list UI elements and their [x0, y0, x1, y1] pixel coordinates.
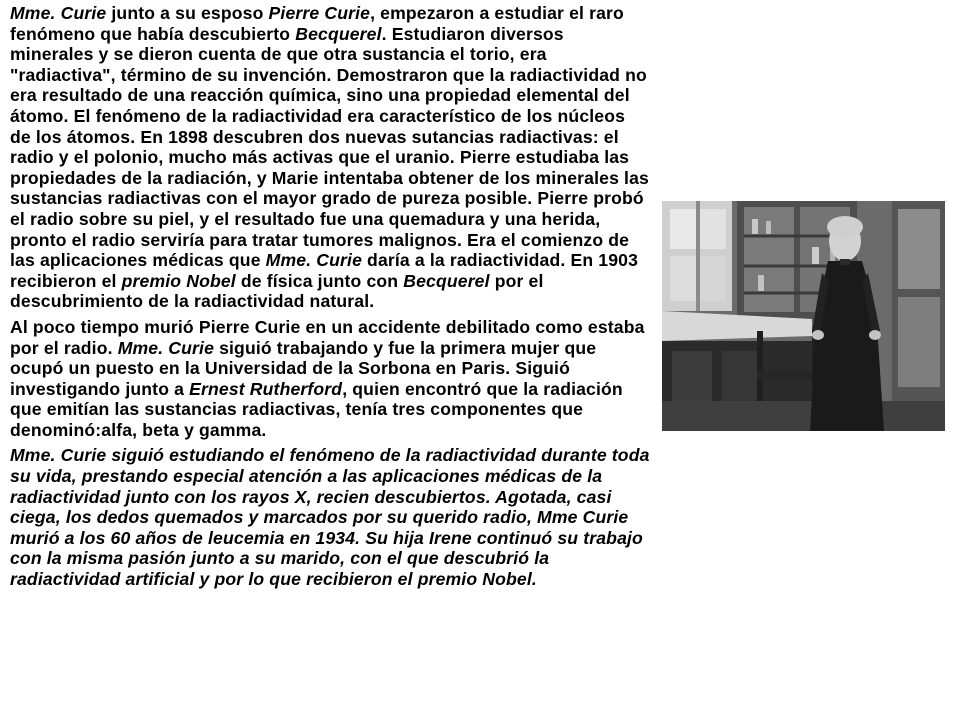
italic-text-run: Mme. Curie siguió estudiando el fenómeno de la radiactividad durante toda su vida, prestando especial atención a las aplicaciones médicas de la radiactividad junto con los rayos X, recien descubiertos. Agotada, casi ciega, los dedos quemados y marcados por su querido radio, Mme Curie murió a los 60 años de leucemia en 1934. Su hija Irene continuó su trabajo con la misma pasión junto a su marido, con el que descubrió la radiactividad artificial y por lo que recibieron el premio Nobel.	[10, 445, 650, 590]
italic-text-run: premio Nobel	[121, 270, 236, 291]
text-run: daría a la radiactividad. En 1903 recibieron el	[10, 250, 638, 291]
italic-text-run: Becquerel	[295, 23, 382, 44]
text-run: , quien encontró que la radiación que emitían las sustancias radiactivas, tenía tres componentes que denominó:alfa, beta y gamma.	[10, 378, 623, 440]
text-run: junto a su esposo	[106, 3, 269, 23]
italic-text-run: Mme. Curie	[117, 337, 215, 358]
italic-text-run: Ernest Rutherford	[189, 378, 343, 399]
italic-text-run: Pierre Curie	[268, 3, 371, 23]
article-text	[10, 3, 650, 595]
paragraph-3	[10, 445, 650, 589]
text-run: de física junto con	[235, 270, 404, 291]
paragraph-2	[10, 317, 650, 441]
text-run: Al poco tiempo murió Pierre Curie en un accidente debilitado como estaba por el radio.	[10, 316, 645, 358]
text-run: . Estudiaron diversos minerales y se dieron cuenta de que otra sustancia el torio, era "radiactiva", término de su invención. Demostraron que la radiactividad no era resultado de una reacción química, sino una propiedad elemental del átomo. El fenómeno de la radiactividad era característico de los núcleos de los átomos. En 1898 descubren dos nuevas sutancias radiactivas: el radio y el polonio, mucho más activas que el uranio. Pierre estudiaba las propiedades de la radiación, y Marie intentaba obtener de los minerales las sustancias radiactivas con el mayor grado de pureza posible. Pierre probó el radio sobre su piel, y el resultado fue una quemadura y una herida, pronto el radio serviría para tratar tumores malignos. Era el comienzo de las aplicaciones médicas que	[10, 23, 649, 271]
text-run: siguió trabajando y fue la primera mujer que ocupó un puesto en la Universidad de la Sorbona en Paris. Siguió investigando junto a	[10, 337, 597, 399]
text-run: por el descubrimiento de la radiactividad natural.	[10, 270, 544, 312]
italic-text-run: Becquerel	[403, 270, 490, 291]
text-run: , empezaron a estudiar el raro fenómeno que había descubierto	[10, 3, 624, 44]
marie-curie-laboratory-photo	[662, 201, 945, 431]
paragraph-1	[10, 3, 650, 312]
italic-text-run: Mme. Curie	[10, 3, 107, 23]
italic-text-run: Mme. Curie	[265, 250, 363, 271]
